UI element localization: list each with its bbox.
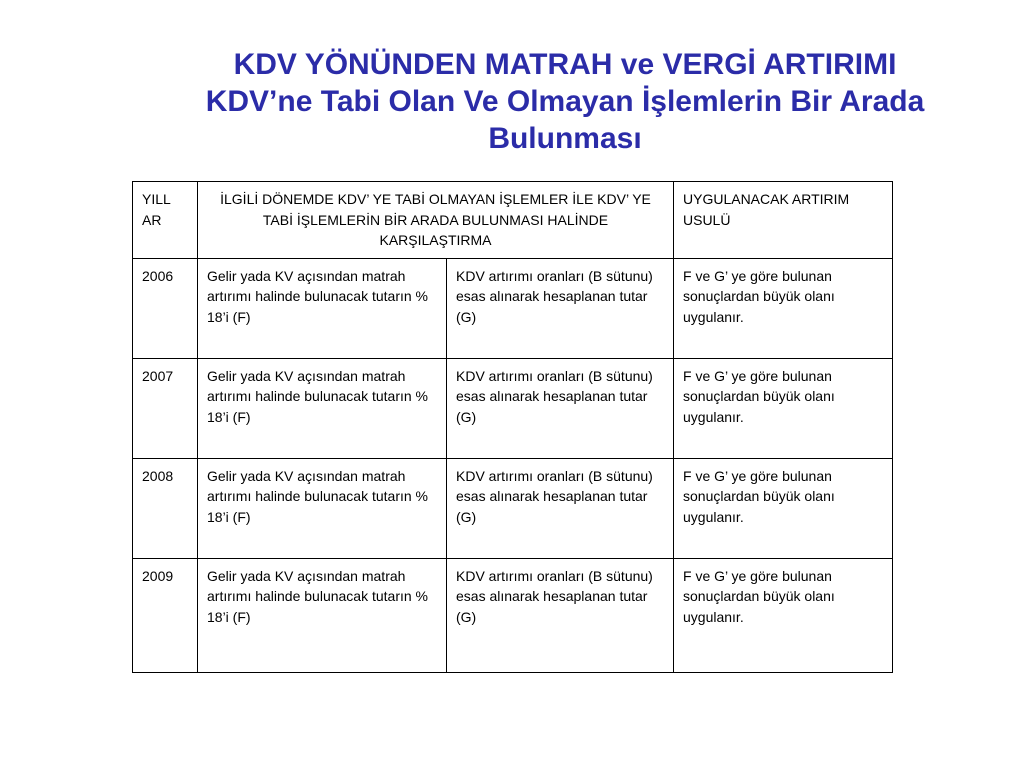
table-row: [133, 458, 893, 558]
table-row: [133, 358, 893, 458]
cell-f-text: Gelir yada KV açısından matrah artırımı halinde bulunacak tutarın % 18’i (F): [198, 258, 447, 358]
cell-method: F ve G’ ye göre bulunan sonuçlardan büyük olanı uygulanır.: [674, 458, 893, 558]
cell-method: F ve G’ ye göre bulunan sonuçlardan büyük olanı uygulanır.: [674, 358, 893, 458]
cell-f-text: Gelir yada KV açısından matrah artırımı halinde bulunacak tutarın % 18’i (F): [198, 558, 447, 672]
cell-f-text: Gelir yada KV açısından matrah artırımı halinde bulunacak tutarın % 18’i (F): [198, 358, 447, 458]
cell-f-text: Gelir yada KV açısından matrah artırımı halinde bulunacak tutarın % 18’i (F): [198, 458, 447, 558]
cell-method: F ve G’ ye göre bulunan sonuçlardan büyük olanı uygulanır.: [674, 558, 893, 672]
header-comparison: İLGİLİ DÖNEMDE KDV’ YE TABİ OLMAYAN İŞLEMLER İLE KDV’ YE TABİ İŞLEMLERİN BİR ARADA BULUNMASI HALİNDE KARŞILAŞTIRMA: [198, 182, 674, 259]
header-year: YILL AR: [133, 182, 198, 259]
cell-g-text: KDV artırımı oranları (B sütunu) esas alınarak hesaplanan tutar (G): [447, 258, 674, 358]
title-line-1: KDV YÖNÜNDEN MATRAH ve VERGİ ARTIRIMI: [233, 48, 897, 81]
cell-method: F ve G’ ye göre bulunan sonuçlardan büyük olanı uygulanır.: [674, 258, 893, 358]
cell-year: 2008: [133, 458, 198, 558]
title-line-2: KDV’ne Tabi Olan Ve Olmayan İşlemlerin Bir Arada: [205, 85, 925, 118]
title-line-3: Bulunması: [488, 122, 642, 155]
cell-year: 2006: [133, 258, 198, 358]
cell-g-text: KDV artırımı oranları (B sütunu) esas alınarak hesaplanan tutar (G): [447, 558, 674, 672]
comparison-table: [132, 181, 893, 673]
slide-title: [140, 46, 990, 157]
cell-year: 2007: [133, 358, 198, 458]
cell-g-text: KDV artırımı oranları (B sütunu) esas alınarak hesaplanan tutar (G): [447, 458, 674, 558]
table-row: [133, 558, 893, 672]
header-method: UYGULANACAK ARTIRIM USULÜ: [674, 182, 893, 259]
table-row: [133, 258, 893, 358]
cell-g-text: KDV artırımı oranları (B sütunu) esas alınarak hesaplanan tutar (G): [447, 358, 674, 458]
table-header-row: [133, 182, 893, 259]
cell-year: 2009: [133, 558, 198, 672]
